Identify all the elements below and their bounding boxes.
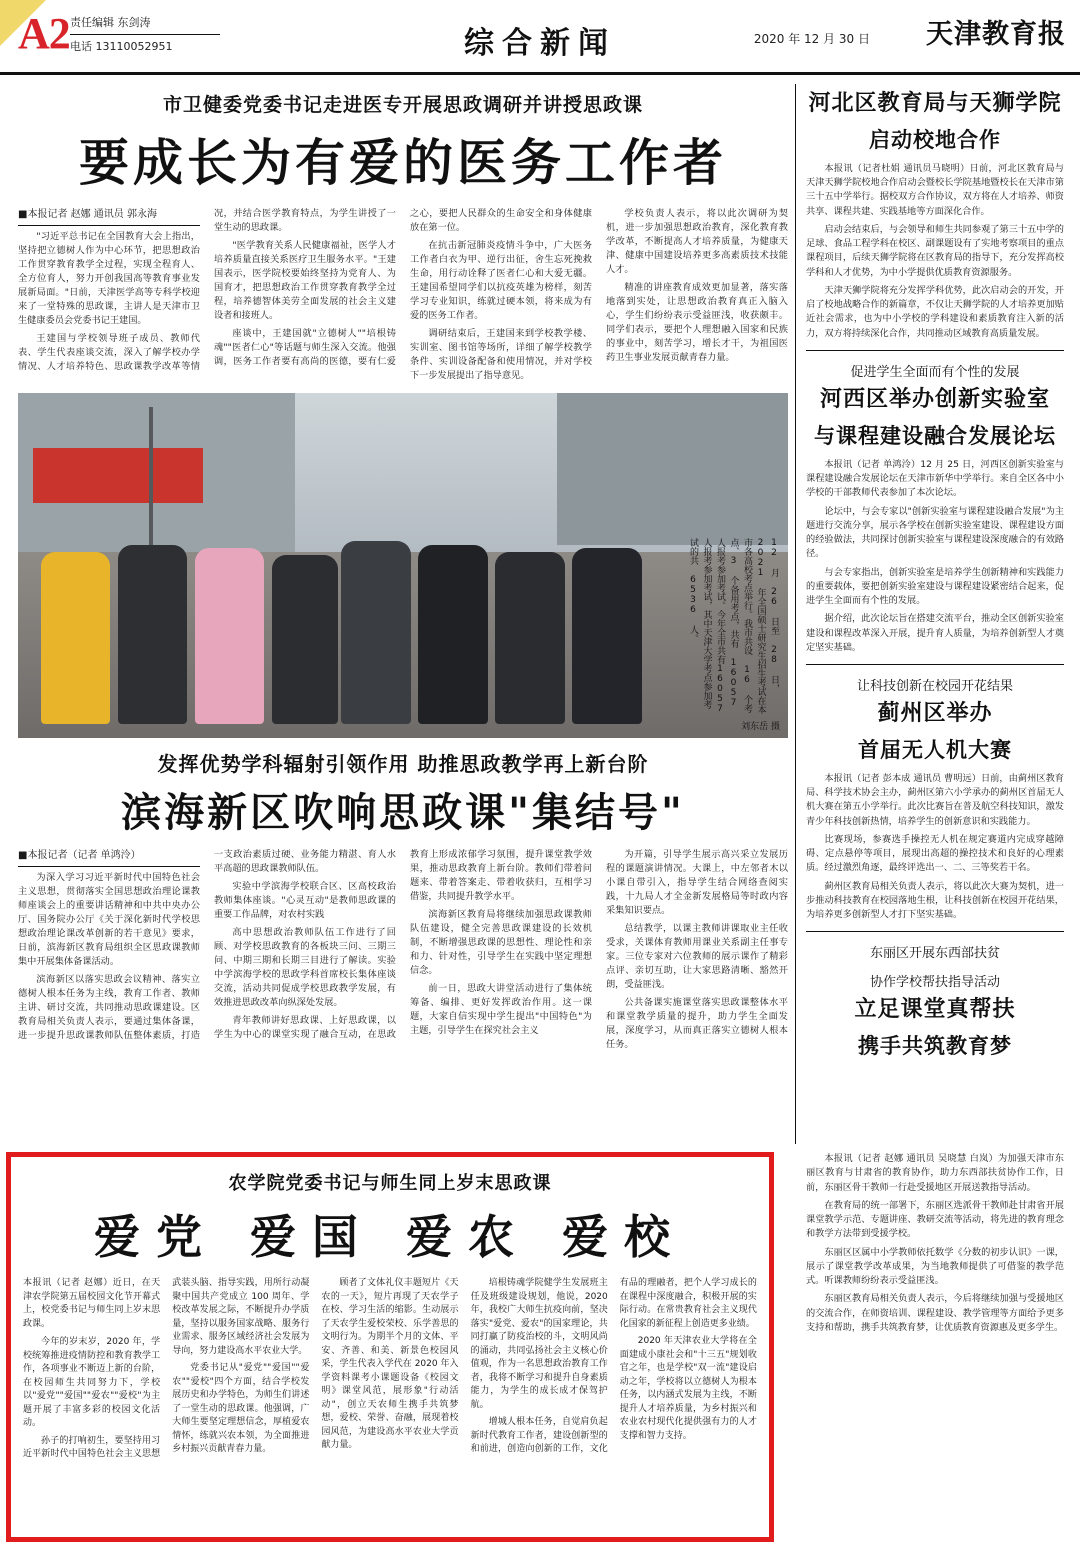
paragraph: 比赛现场，参赛选手操控无人机在规定赛道内完成穿越障碍、定点悬停等项目，展现出高超的操控技术和良好的心理素质。经过激烈角逐，最终评选出一、二、三等奖若干名。: [806, 833, 1064, 874]
second-byline: ■本报记者（记者 单鸿泠）: [18, 848, 200, 867]
news-photo: [18, 393, 788, 738]
paragraph: 本报讯（记者 赵娜 通讯员 吴晓慧 白岚）为加强天津市东丽区教育与甘肃省的教育协作，助力东西部扶贫协作工作，日前，东丽区骨干教师一行赴受援地区开展送教指导活动。: [806, 1153, 1064, 1193]
paragraph: 王建国与学校领导班子成员、教师代表、学生代表座谈交流，深入了解学校办学情况、人才培养特色、思政课教学改革等情况，并结合医学教育特点，为学生讲授了一堂生动的思政课。: [18, 208, 396, 373]
paragraph: 座谈中，王建国就"立德树人""培根铸魂""医者仁心"等话题与师生深入交流。他强调，医务工作者要有高尚的医德，要有仁爱之心，要把人民群众的生命安全和身体健康放在第一位。: [214, 208, 592, 367]
paragraph: 实验中学滨海学校联合区、区高校政治教师集体座谈。"心灵互动"是教师思政课的重要工作品牌，对农村实践: [214, 880, 396, 920]
paragraph: 青年教师讲好思政课、上好思政课，以学生为中心的课堂实现了融合互动，在思政教育上形成浓郁学习氛围，提升课堂教学效果，推动思政教育上新台阶。教师们带着问题来、带着答案走、带着收获归，互相学习借鉴，共同提升教学水平。: [214, 848, 592, 1040]
section-title: 综合新闻: [464, 26, 616, 61]
lead-byline: ■本报记者 赵娜 通讯员 郭永海: [18, 207, 200, 226]
paragraph: 据介绍，此次论坛旨在搭建交流平台，推动全区创新实验室建设和课程改革深入开展，提升育人质量，为培养创新型人才奠定坚实基础。: [806, 613, 1064, 653]
editor-name: 责任编辑 东剑涛: [70, 14, 220, 35]
paragraph: 增城人根本任务，自觉肩负起新时代教育工作者，建设创新型的和前进，创造向创新的工作，文化有品的理融者，把个人学习成长的在课程中深度融合，积极开展的实际行动。在常贵教育社会主义现代化国家的新征程上创造更多业绩。: [470, 1278, 757, 1454]
story-title-line: 启动校地合作: [869, 126, 1001, 152]
paragraph: 在教育局的统一部署下，东丽区选派骨干教师赴甘肃省开展课堂教学示范、专题讲座、教研交流等活动，将先进的教育理念和教学方法带到受援学校。: [806, 1199, 1064, 1240]
paragraph: 公共备课实施课堂落实思政课整体水平和课堂教学质量的提升，助力学生全面发展，深度学习，从而真正落实立德树人根本任务。: [606, 996, 788, 1050]
right-story-4: [806, 942, 1064, 1060]
paragraph: 精准的讲座教育成效更加显著，落实落地落到实处，让思想政治教育真正入脑入心，学生们纷纷表示受益匪浅，收获颇丰。同学们表示，要把个人理想融入国家和民族的事业中，刻苦学习，增长才干，为祖国医药卫生事业发展贡献青春力量。: [606, 281, 788, 363]
story-title-line: 河西区举办创新实验室: [819, 385, 1050, 412]
photo-pole: [149, 407, 153, 559]
photo-person: [118, 545, 187, 724]
second-kicker: 发挥优势学科辐射引领作用 助推思政教学再上新台阶: [157, 751, 649, 776]
paragraph: 顾者了文体礼仪丰题短片《天农的一天》，短片再现了天农学子在校、学习生活的缩影。生动展示了天农学生爱校荣校、乐学善思的文明行为。为期半个月的文体、平安、齐善、和美、新景色校园风采，学生代表入学代在 2020 年入学资料课考小课题设备《校园文明》课堂风范，展形象"行动活动"，创立天农师生携手共筑梦想，爱校、荣誉、奋融，展现着校园风范，为建设高水平农业大学贡献力量。: [321, 1278, 459, 1450]
paragraph: 为深入学习习近平新时代中国特色社会主义思想，贯彻落实全国思想政治理论课教师座谈会上的重要讲话精神和中共中央办公厅、国务院办公厅《关于深化新时代学校思想政治理论课改革创新的若干意见》要求，日前，滨海新区教育局组织全区思政课教师集中开展集体备课活动。: [18, 872, 200, 967]
paper-logo: 天津教育报: [926, 19, 1066, 50]
photo-caption: 12 月 26 日至 28 日，2021 年全国硕士研究生招生考试在本市各高校考点举行。我市共设 16 个考点、3 个备用考点，共有 16057 人报考参加考试。今年全市共有16057 人报考参加考试，其中天津大学考点参加考试的共 6536 人。: [688, 537, 779, 714]
right-story-1: [806, 88, 1064, 351]
paragraph: 东丽区教育局相关负责人表示，今后将继续加强与受援地区的交流合作，在师资培训、课程建设、教学管理等方面给予更多支持和帮助，携手共筑教育梦，让优质教育资源惠及更多学生。: [806, 1293, 1064, 1333]
paragraph: 培根铸魂学院健学生发展班主任及班级建设规划，他说，2020 年，我校广大师生抗疫向前，坚决落实"爱党、爱农"的国家理论，共同打赢了防疫治校的斗，文明风尚的涌动，共同弘扬社会主义核心价值观，作为一名思想政治教育工作者，我将不断学习和提升自身素质能力，为学生的成长成才保驾护航。: [470, 1278, 608, 1410]
paragraph: 论坛中，与会专家以"创新实验室与课程建设融合发展"为主题进行交流分享，展示各学校在创新实验室建设、课程建设方面的经验做法，共同探讨创新实验室与课程建设深度融合的有效路径。: [806, 505, 1064, 560]
paragraph: 本报讯（记者 单鸿泠）12 月 25 日，河西区创新实验室与课程建设融合发展论坛在天津市新华中学举行。来自全区各中小学校的干部教师代表参加了本次论坛。: [806, 458, 1064, 499]
lead-kicker: 市卫健委党委书记走进医专开展思政调研并讲授思政课: [162, 94, 643, 116]
paragraph: 与会专家指出，创新实验室是培养学生创新精神和实践能力的重要载体，要把创新实验室建设与课程建设紧密结合起来，促进学生全面而有个性的发展。: [806, 566, 1064, 607]
right-story-2: [806, 361, 1064, 665]
paragraph: 滨海新区以落实思政会议精神、落实立德树人根本任务为主线，教育工作者、教师主讲、研讨交流，共同推动思政课建设。区教育局相关负责人表示，要通过集体备课，进一步提升思政课教师队伍整体素质，打造一支政治素质过硬、业务能力精湛、育人水平高超的思政课教师队伍。: [18, 848, 396, 1041]
paragraph: 蓟州区教育局相关负责人表示，将以此次大赛为契机，进一步推动科技教育在校园落地生根，让科技创新在校园开花结果，为培养更多创新型人才打下坚实基础。: [806, 880, 1064, 921]
paragraph: 本报讯（记者杜娟 通讯员马晓明）日前，河北区教育局与天津天狮学院校地合作启动会暨校长学院基地暨校长在天津市第三十五中学举行。据校双方合作协议，双方将在人才培养、师资共享、课程共建、实践基地等方面深化合作。: [806, 162, 1064, 217]
photo-person: [418, 545, 487, 724]
photo-credit: 刘东岳 摄: [741, 721, 780, 732]
story-body: [806, 162, 1064, 341]
photo-building-right: [557, 393, 788, 545]
paragraph: 党委书记从"爱党""爱国""爱农""爱校"四个方面，结合学校发展历史和办学特色，为师生们讲述了一堂生动的思政课。他强调，广大师生要坚定理想信念，厚植爱农情怀，练就兴农本领，为全面推进乡村振兴贡献青春力量。: [172, 1363, 310, 1454]
paragraph: 本报讯（记者 彭本成 通讯员 曹明远）日前，由蓟州区教育局、科学技术协会主办，蓟州区第六小学承办的蓟州区首届无人机大赛在第五小学举行。此次比赛旨在普及航空科技知识，激发青少年科技创新热情，培养学生的创新意识和实践能力。: [806, 772, 1064, 827]
photo-red-banner: [33, 448, 202, 503]
boxed-body: [23, 1277, 757, 1462]
story-body: [806, 458, 1064, 655]
divider: [806, 664, 1064, 665]
right-column: [806, 86, 1064, 1068]
masthead: [0, 0, 1080, 75]
paragraph: 调研结束后，王建国来到学校教学楼、实训室、图书馆等场所，详细了解学校教学条件、实训设备配备和使用情况，并对学校下一步发展提出了指导意见。: [410, 327, 592, 381]
paragraph: "习近平总书记在全国教育大会上指出，坚持把立德树人作为中心环节，把思想政治工作贯穿教育教学全过程，实现全程育人、全方位育人，努力开创我国高等教育事业发展新局面。"日前，天津医学高等专科学校迎来了一堂特殊的思政课，主讲人是天津市卫生健康委员会党委书记王建国。: [18, 231, 200, 327]
lead-body: [18, 207, 788, 383]
photo-person: [341, 541, 410, 724]
photo-person: [272, 555, 337, 724]
story-title-line: 首届无人机大赛: [858, 736, 1012, 762]
photo-person: [195, 548, 264, 724]
story-kicker: 让科技创新在校园开花结果: [856, 679, 1013, 695]
publication-date: 2020 年 12 月 30 日: [753, 32, 870, 46]
paragraph: 今年的岁末岁，2020 年，学校统筹推进疫情防控和教育教学工作，各项事业不断迈上新的台阶，在校园师生共同努力下，学校以"爱党""爱国""爱农""爱校"为主题开展了丰富多彩的校园文化活动。: [23, 1337, 161, 1428]
story-title-line: 河北区教育局与天狮学院: [808, 90, 1062, 116]
story-kicker: 东丽区开展东西部扶贫: [869, 946, 1000, 962]
paragraph: 2020 年天津农业大学将在全面建成小康社会和"十三五"规划收官之年，也是学校"双一流"建设启动之年，学校将以立德树人为根本任务，以内涵式发展为主线，不断提升人才培养质量，为乡村振兴和农业农村现代化提供强有力的人才支撑和智力支持。: [619, 1336, 757, 1441]
story-kicker: 促进学生全面而有个性的发展: [850, 364, 1020, 380]
second-body: [18, 848, 788, 1052]
page-number: A2: [18, 9, 70, 58]
paragraph: 为开篇，引导学生展示高兴采立发展历程的课题演讲情况。大课上，中左邻者木以小课自带引入，指导学生结合网络查阅实践，十九局人才全金新发展格局等时政内容采集知识要点。: [606, 848, 788, 916]
photo-person: [572, 548, 641, 724]
paragraph: 学校负责人表示，将以此次调研为契机，进一步加强思想政治教育，深化教育教学改革，不断提高人才培养质量，为健康天津、健康中国建设培养更多高素质技术技能人才。: [606, 208, 788, 275]
paragraph: 高中思想政治教师队伍工作进行了回顾、对学校思政教育的各板块三问、三期三问、中期三期和长期三目进行了解读。实验中学滨海学校的思政学科首席校长集体座谈交流，活动共同促成学校思政教学发展，有效推进思政改革向纵深处发展。: [214, 926, 396, 1008]
boxed-headline: 爱党 爱国 爱农 爱校: [93, 1210, 687, 1264]
paragraph: 前一日，思政大讲堂活动进行了集体统筹备、编排、更好发挥政治作用。这一课题，大家自信实现中学生提出"中国特色"为主题，引导学生在探究社会主义: [410, 982, 592, 1036]
story-title-line: 蓟州区举办: [877, 700, 993, 727]
divider: [806, 350, 1064, 351]
boxed-byline: 本报讯（记者 赵娜）近日，在天津农学院第五届校园文化节开幕式上，校党委书记与师生同上岁末思政课。: [23, 1278, 161, 1329]
right-story-3: [806, 675, 1064, 932]
paragraph: 滨海新区教育局将继续加强思政课教师队伍建设，健全完善思政课建设的长效机制，不断增强思政课的思想性、理论性和亲和力、针对性，引导学生在实践中坚定理想信念。: [410, 908, 592, 976]
paragraph: 孙子的打响初生，要坚持用习近平新时代中国特色社会主义思想武装头脑、指导实践，用所行动凝聚中国共产党成立 100 周年、学校改革发展之际，不断提升办学质量，坚持以服务国家战略、服务行业需求、服务区域经济社会发展为导向，努力建设高水平农业大学。: [23, 1278, 310, 1459]
paragraph: 天津天狮学院将充分发挥学科优势，此次启动会的开发，开启了校地战略合作的新篇章，不仅让天狮学院的人才培养更加贴近社会需求，也为中小学校的学科建设和素质教育注入新的活力，双方将持续深化合作，共同推动区域教育高质量发展。: [806, 284, 1064, 339]
story-body: [806, 772, 1064, 923]
photo-person: [495, 552, 564, 725]
story-title-line: 携手共筑教育梦: [858, 1033, 1012, 1059]
paragraph: 在抗击新冠肺炎疫情斗争中，广大医务工作者白衣为甲、逆行出征，舍生忘死挽救生命，用行动诠释了医者仁心和大爱无疆。王建国希望同学们以抗疫英雄为榜样，刻苦学习专业知识，练就过硬本领，将来成为有爱的医务工作者。: [410, 239, 592, 321]
paragraph: 启动会结束后，与会领导和师生共同参观了第三十五中学的足球、食品工程学科在校区、副课题设有了实地考察项目的重点课程项目，后续天狮学院将在区教育局的指导下，充分发挥高校学科和人才优势，为中小学提供优质教育资源服务。: [806, 223, 1064, 278]
story-title-line: 立足课堂真帮扶: [854, 996, 1016, 1023]
second-headline: 滨海新区吹响思政课"集结号": [121, 788, 685, 836]
main-column: [18, 86, 788, 1052]
story-kicker-2: 协作学校帮扶指导活动: [869, 975, 1000, 991]
boxed-feature-story: [6, 1152, 774, 1542]
story-title-line: 与课程建设融合发展论坛: [814, 422, 1056, 448]
photo-person: [41, 552, 110, 725]
divider: [806, 931, 1064, 932]
right-story-4-body: [806, 1152, 1064, 1339]
paragraph: 总结教学，以课主教师讲课取业主任收受求，关课体育教师用课业关系副主任事专家。三位专家对六位教师的展示课作了精彩点评、亲切互助，让大家思路清晰、豁然开朗，受益匪浅。: [606, 922, 788, 990]
paragraph: 东丽区区属中小学教师依托数学《分数的初步认识》一课，展示了课堂教学改革成果，为当地教师提供了可借鉴的教学范式。听课教师纷纷表示受益匪浅。: [806, 1246, 1064, 1286]
column-divider: [795, 84, 796, 1144]
paragraph: "医学教育关系人民健康福祉，医学人才培养质量直接关系医疗卫生服务水平。"王建国表示，医学院校要始终坚持为党育人、为国育才，把思想政治工作贯穿教育教学全过程，培养德智体美劳全面发展的社会主义建设者和接班人。: [214, 239, 396, 321]
lead-headline: 要成长为有爱的医务工作者: [79, 133, 727, 192]
editor-phone: 电话 13110052951: [70, 39, 173, 53]
boxed-kicker: 农学院党委书记与师生同上岁末思政课: [228, 1173, 552, 1194]
